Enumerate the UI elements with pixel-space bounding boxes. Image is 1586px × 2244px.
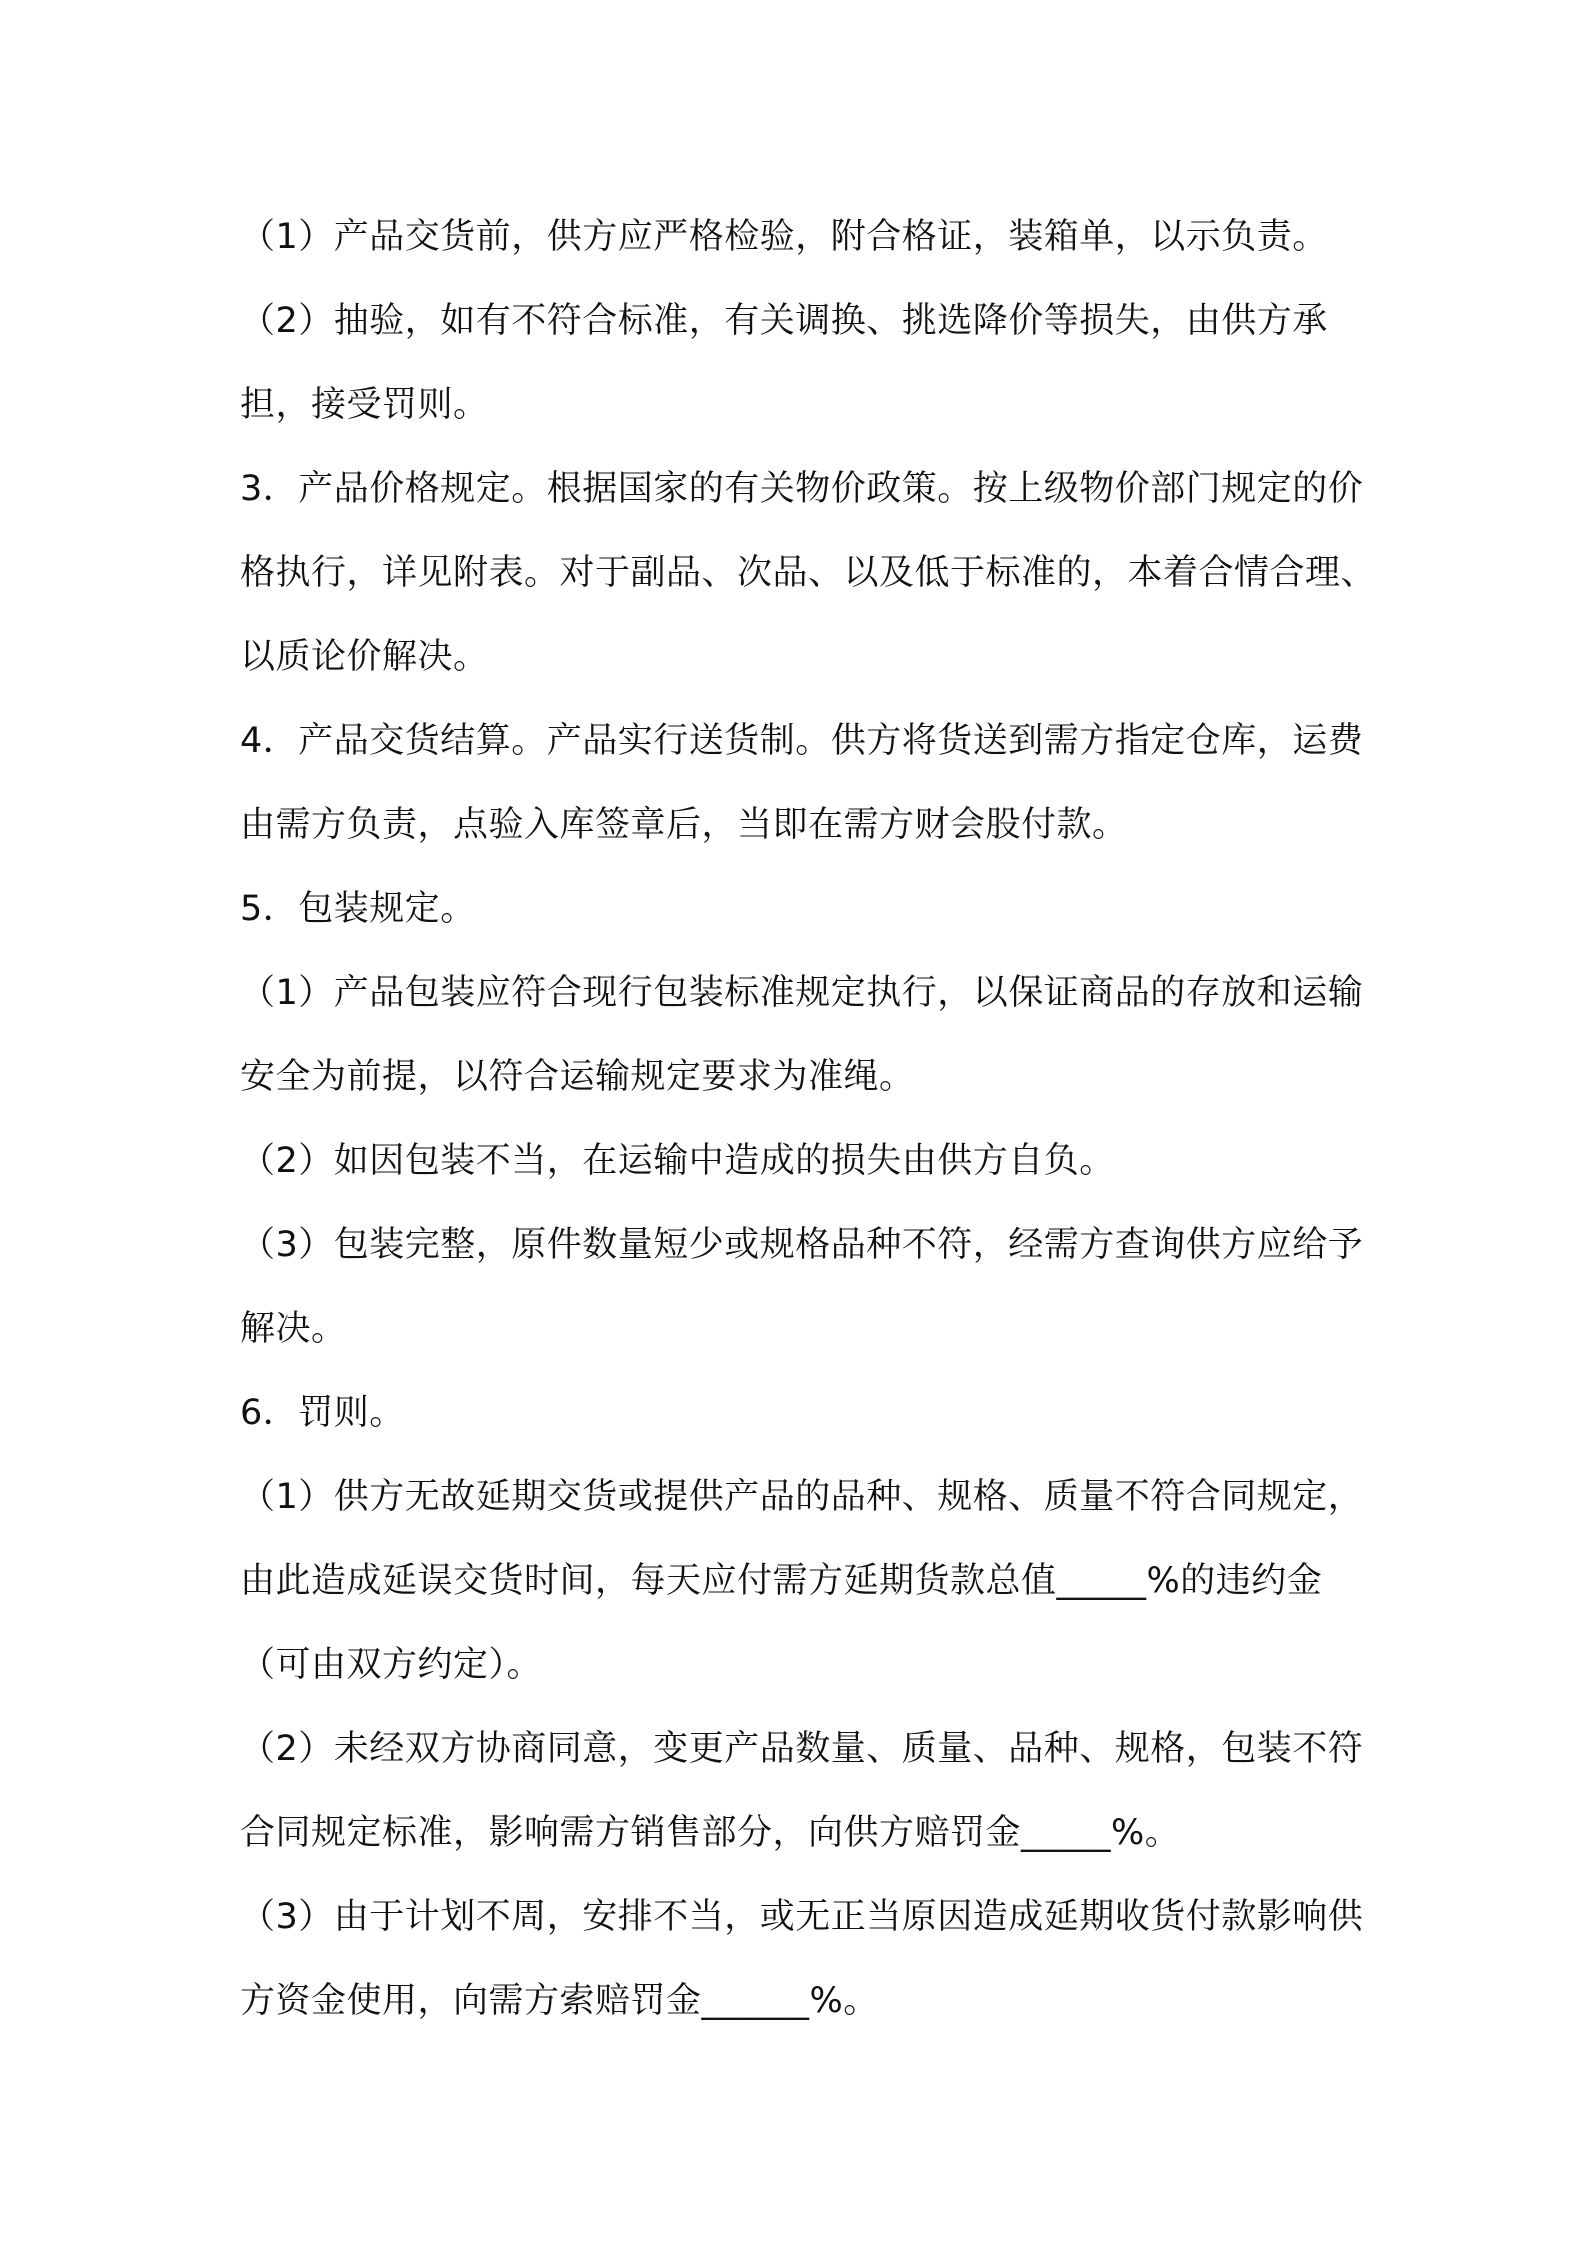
- paragraph-sampling-inspection: （2）抽验，如有不符合标准，有关调换、挑选降价等损失，由供方承担，接受罚则。: [240, 301, 1328, 425]
- paragraph-packaging-standard: （1）产品包装应符合现行包装标准规定执行，以保证商品的存放和运输安全为前提，以符合运输规定要求为准绳。: [240, 973, 1364, 1097]
- paragraph-packaging-loss: （2）如因包装不当，在运输中造成的损失由供方自负。: [240, 1141, 1115, 1181]
- heading-packaging-rules: 5．包装规定。: [240, 889, 476, 929]
- document-body: [240, 195, 1380, 2043]
- paragraph-penalty-late-delivery: （1）供方无故延期交货或提供产品的品种、规格、质量不符合同规定，由此造成延误交货时间，每天应付需方延期货款总值_____%的违约金（可由双方约定）。: [240, 1477, 1364, 1685]
- heading-penalties: 6．罚则。: [240, 1393, 405, 1433]
- paragraph-inspection-before-delivery: （1）产品交货前，供方应严格检验，附合格证，装箱单，以示负责。: [240, 217, 1328, 257]
- paragraph-packaging-shortage: （3）包装完整，原件数量短少或规格品种不符，经需方查询供方应给予解决。: [240, 1225, 1364, 1349]
- paragraph-settlement: 4．产品交货结算。产品实行送货制。供方将货送到需方指定仓库，运费由需方负责，点验入库签章后，当即在需方财会股付款。: [240, 721, 1364, 845]
- paragraph-penalty-unilateral-change: （2）未经双方协商同意，变更产品数量、质量、品种、规格，包装不符合同规定标准，影响需方销售部分，向供方赔罚金_____%。: [240, 1729, 1364, 1853]
- paragraph-price-rules: 3．产品价格规定。根据国家的有关物价政策。按上级物价部门规定的价格执行，详见附表。对于副品、次品、以及低于标准的，本着合情合理、以质论价解决。: [240, 469, 1377, 677]
- paragraph-penalty-late-payment: （3）由于计划不周，安排不当，或无正当原因造成延期收货付款影响供方资金使用，向需方索赔罚金______%。: [240, 1897, 1364, 2021]
